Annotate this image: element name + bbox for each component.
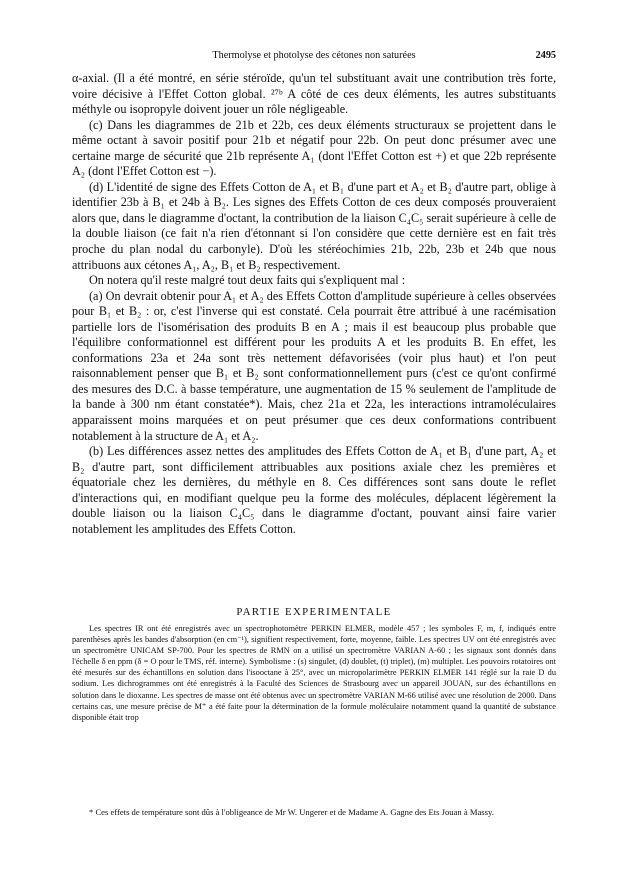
main-text (72, 71, 556, 537)
paragraph-6: (b) Les différences assez nettes des amplitudes des Effets Cotton de A₁ et B₁ d'une part, A₂ et B₂ d'autre part, sont difficilement attribuables aux positions axiale chez les premières et équatoriale chez les dernières, du méthyle en 8. Ces différences sont sans doute le reflet d'interactions qui, en modifiant quelque peu la forme des molécules, déplacent légèrement la double liaison ou la liaison C₄C₅ dans le diagramme d'octant, pouvant ainsi faire varier notablement les amplitudes des Effets Cotton. (72, 444, 556, 536)
page-header (72, 50, 556, 66)
running-title: Thermolyse et photolyse des cétones non saturées (212, 50, 416, 61)
experimental-section (72, 623, 556, 723)
footnote-text: * Ces effets de température sont dûs à l'obligeance de Mr W. Ungerer et de Madame A. Gagne des Ets Jouan à Massy. (89, 807, 494, 817)
paragraph-2: (c) Dans les diagrammes de 21b et 22b, ces deux éléments structuraux se projettent dans le même octant à savoir positif pour 21b et négatif pour 22b. On peut donc présumer avec une certaine marge de sécurité que 21b représente A₁ (dont l'Effet Cotton est +) et que 22b représente A₂ (dont l'Effet Cotton est −). (72, 117, 556, 179)
experimental-paragraph: Les spectres IR ont été enregistrés avec un spectrophotomètre PERKIN ELMER, modèle 457 ; les symboles F, m, f, indiqués entre parenthèses après les bandes d'absorption (en cm⁻¹), signifient respectivement, forte, moyenne, faible. Les spectres UV ont été enregistrés avec un spectromètre UNICAM SP-700. Pour les spectres de RMN on a utilisé un spectromètre VARIAN A-60 ; les signaux sont donnés dans l'échelle δ en ppm (δ = O pour le TMS, réf. interne). Symbolisme : (s) singulet, (d) doublet, (t) triplet), (m) multiplet. Les pouvoirs rotatoires ont été mesurés sur des échantillons en solution dans l'isooctane à 25°, avec un micropolarimètre PERKIN ELMER 141 réglé sur la raie D du sodium. Les dichrogrammes ont été enregistrés à la Faculté des Sciences de Strasbourg avec un appareil JOUAN, sur des échantillons en solution dans le dioxanne. Les spectres de masse ont été obtenus avec un spectromètre VARIAN M-66 utilisé avec une résolution de 2000. Dans certains cas, une mesure précise de M⁺ a été faite pour la détermination de la formule moléculaire notamment quand la quantité de substance disponible était trop (72, 624, 556, 722)
paragraph-3: (d) L'identité de signe des Effets Cotton de A₁ et B₁ d'une part et A₂ et B₂ d'autre part, oblige à identifier 23b à B₁ et 24b à B₂. Les signes des Effets Cotton de ces deux composés prouveraient alors que, dans le diagramme d'octant, la contribution de la liaison C₄C₅ serait supérieure à celle de la double liaison (ce fait n'a rien d'étonnant si l'on considère que cette dernière est en fait très proche du plan nodal du carbonyle). D'où les stéréochimies 21b, 22b, 23b et 24b que nous attribuons aux cétones A₁, A₂, B₁ et B₂ respectivement. (72, 179, 556, 272)
section-heading: PARTIE EXPERIMENTALE (236, 606, 392, 618)
paragraph-5: (a) On devrait obtenir pour A₁ et A₂ des Effets Cotton d'amplitude supérieure à celles observées pour B₁ et B₂ : or, c'est l'inverse qui est constaté. Cela pourrait être attribué à une racémisation partielle lors de l'isomérisation des produits B en A ; mais il est beaucoup plus probable que l'équilibre conformationnel est différent pour les produits A et les produits B. En effet, les conformations 23a et 24a sont très nettement défavorisées (voir plus haut) et l'on peut raisonnablement penser que B₁ et B₂ sont conformationnellement purs (c'est ce qu'ont confirmé des mesures des D.C. à basse température, une augmentation de 15 % seulement de l'amplitude de la bande à 300 nm étant constatée*). Mais, chez 21a et 22a, les interactions intramoléculaires apparaissent moins marquées et on peut présumer que ces deux conformations contribuent notablement à la structure de A₁ et A₂. (72, 288, 556, 443)
page-number: 2495 (535, 50, 556, 61)
paragraph-4: On notera qu'il reste malgré tout deux faits qui s'expliquent mal : (89, 273, 406, 288)
paragraph-1: α-axial. (Il a été montré, en série stéroïde, qu'un tel substituant avait une contribution très forte, voire décisive à l'Effet Cotton global. ²⁷ᵇ A côté de ces deux éléments, les autres substituants méthyle ou isopropyle doivent jouer un rôle négligeable. (72, 71, 556, 117)
footnote (72, 806, 556, 818)
